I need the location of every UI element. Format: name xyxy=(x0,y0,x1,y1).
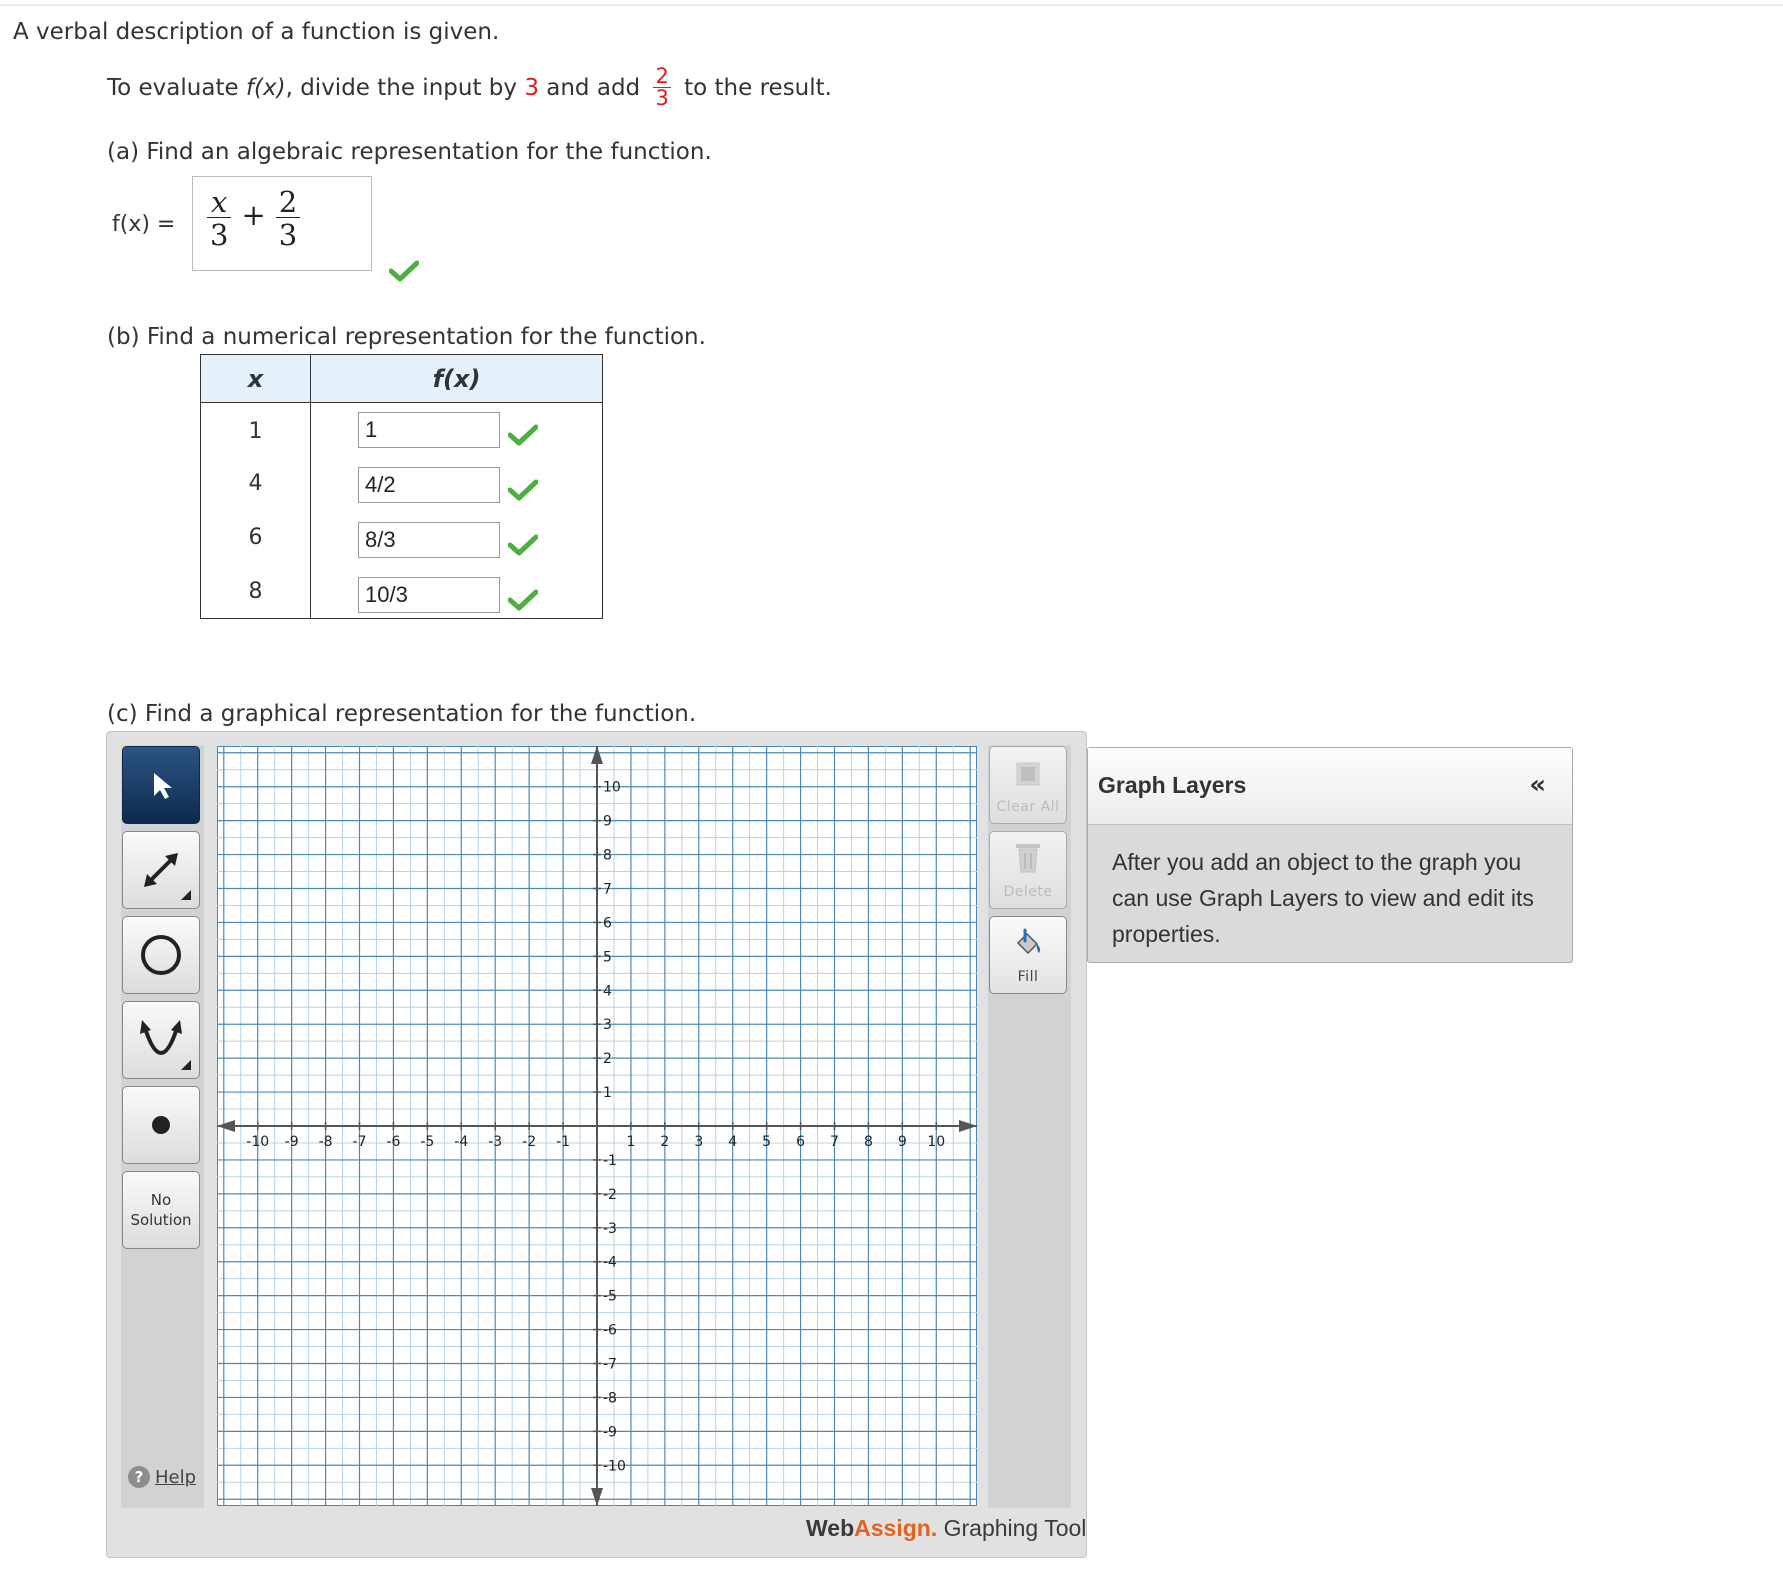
header-fx: f(x) xyxy=(311,355,603,403)
row-x-value: 1 xyxy=(201,403,311,457)
graph-layers-title: Graph Layers xyxy=(1098,772,1247,798)
answer-operator: + xyxy=(241,197,266,232)
y-tick-label: -9 xyxy=(603,1424,617,1441)
graph-layers-panel xyxy=(1087,747,1573,963)
question-intro: A verbal description of a function is given. xyxy=(13,19,500,45)
desc-divisor: 3 xyxy=(524,74,539,101)
row-x-value: 6 xyxy=(201,511,311,565)
fx-input-3[interactable]: 8/3 xyxy=(358,522,500,558)
pointer-tool-button[interactable] xyxy=(122,746,200,824)
x-tick-label: -3 xyxy=(488,1134,503,1150)
row-2-checkmark-icon xyxy=(508,479,538,501)
fill-label: Fill xyxy=(1017,969,1039,985)
desc-fx: f(x) xyxy=(245,74,286,101)
x-tick-label: -7 xyxy=(352,1134,367,1150)
y-tick-label: 10 xyxy=(603,779,621,796)
parabola-tool-button[interactable] xyxy=(122,1001,200,1079)
x-tick-label: 1 xyxy=(626,1134,636,1150)
y-tick-label: 5 xyxy=(603,949,612,966)
desc-add-fraction xyxy=(653,66,670,109)
desc-part3: and add xyxy=(538,74,648,101)
x-tick-label: 10 xyxy=(927,1134,946,1150)
double-arrow-line-icon xyxy=(131,840,191,900)
no-solution-button[interactable] xyxy=(122,1171,200,1249)
circle-icon xyxy=(137,931,185,979)
x-tick-label: 2 xyxy=(660,1134,670,1150)
row-1-checkmark-icon xyxy=(508,424,538,446)
circle-tool-button[interactable] xyxy=(122,916,200,994)
x-tick-label: -5 xyxy=(420,1134,435,1150)
fx-input-2[interactable]: 4/2 xyxy=(358,467,500,503)
desc-part4: to the result. xyxy=(676,74,832,101)
desc-part2: , divide the input by xyxy=(285,74,525,101)
desc-add-numerator: 2 xyxy=(655,64,669,88)
x-tick-label: -1 xyxy=(556,1134,571,1150)
help-icon: ? xyxy=(128,1466,150,1488)
y-tick-label: -6 xyxy=(603,1322,617,1339)
answer-term2-denominator: 3 xyxy=(278,218,298,253)
trash-icon xyxy=(1013,840,1043,874)
x-tick-label: -2 xyxy=(522,1134,537,1150)
y-tick-label: 9 xyxy=(603,813,612,830)
verbal-description xyxy=(107,66,832,109)
part-a-prompt: (a) Find an algebraic representation for the function. xyxy=(107,139,712,165)
header-x: x xyxy=(201,355,311,403)
y-tick-label: -8 xyxy=(603,1390,617,1407)
help-link[interactable] xyxy=(128,1466,196,1488)
x-tick-label: 4 xyxy=(728,1134,738,1150)
desc-part1: To evaluate xyxy=(107,74,246,101)
y-tick-label: -10 xyxy=(603,1458,626,1475)
y-tick-label: -3 xyxy=(603,1220,617,1237)
graph-canvas[interactable] xyxy=(217,746,977,1506)
answer-term1-denominator: 3 xyxy=(210,218,229,253)
row-x-value: 8 xyxy=(201,565,311,619)
y-tick-label: -2 xyxy=(603,1186,617,1203)
delete-label: Delete xyxy=(1003,884,1053,900)
x-tick-label: 6 xyxy=(796,1134,806,1150)
brand-web: Web xyxy=(806,1515,855,1541)
x-tick-label: 7 xyxy=(830,1134,839,1150)
part-b-prompt: (b) Find a numerical representation for the function. xyxy=(107,324,706,350)
brand-assign: Assign. xyxy=(854,1515,938,1541)
y-tick-label: -5 xyxy=(603,1288,617,1305)
x-tick-label: -6 xyxy=(386,1134,401,1150)
answer-term2 xyxy=(276,187,300,251)
x-tick-label: -9 xyxy=(284,1134,299,1150)
answer-term1 xyxy=(207,187,231,251)
part-a-answer-box[interactable] xyxy=(192,176,372,271)
answer-term1-numerator: x xyxy=(207,187,231,218)
point-icon xyxy=(149,1113,173,1137)
collapse-icon[interactable]: « xyxy=(1529,770,1546,800)
no-solution-label: No Solution xyxy=(130,1190,192,1229)
paint-bucket-icon xyxy=(1012,927,1044,959)
delete-button[interactable] xyxy=(989,831,1067,909)
fx-input-4[interactable]: 10/3 xyxy=(358,577,500,613)
point-tool-button[interactable] xyxy=(122,1086,200,1164)
y-tick-label: 7 xyxy=(603,881,612,898)
clear-all-label: Clear All xyxy=(996,799,1060,815)
desc-add-denominator: 3 xyxy=(655,86,669,110)
row-4-checkmark-icon xyxy=(508,589,538,611)
brand-rest: Graphing Tool xyxy=(937,1515,1087,1541)
y-tick-label: 6 xyxy=(603,915,612,932)
top-divider xyxy=(0,4,1783,6)
y-tick-label: 8 xyxy=(603,847,612,864)
fill-button[interactable] xyxy=(989,916,1067,994)
x-tick-label: -4 xyxy=(454,1134,469,1150)
x-tick-label: -8 xyxy=(318,1134,333,1150)
clear-all-button[interactable] xyxy=(989,746,1067,824)
row-3-checkmark-icon xyxy=(508,534,538,556)
clear-all-icon xyxy=(1015,761,1041,787)
y-tick-label: 2 xyxy=(603,1051,612,1068)
y-tick-label: -7 xyxy=(603,1356,617,1373)
x-tick-label: 3 xyxy=(694,1134,704,1150)
parabola-icon xyxy=(131,1010,191,1070)
help-label: Help xyxy=(155,1466,197,1488)
y-tick-label: -1 xyxy=(603,1152,617,1169)
arrow-cursor-icon xyxy=(146,768,176,802)
part-a-answer-expression xyxy=(207,187,300,251)
graph-layers-header xyxy=(1088,748,1572,825)
x-tick-label: 8 xyxy=(863,1134,873,1150)
y-tick-label: -4 xyxy=(603,1254,617,1271)
y-tick-label: 1 xyxy=(603,1085,612,1102)
row-x-value: 4 xyxy=(201,457,311,511)
x-tick-label: -10 xyxy=(246,1134,270,1150)
y-tick-label: 4 xyxy=(603,983,612,1000)
y-tick-label: 3 xyxy=(603,1017,612,1034)
x-tick-label: 9 xyxy=(897,1134,907,1150)
answer-term2-numerator: 2 xyxy=(276,187,300,218)
table-header-row xyxy=(201,355,603,403)
graph-layers-description: After you add an object to the graph you can use Graph Layers to view and edit its properties. xyxy=(1112,849,1534,947)
webassign-branding xyxy=(806,1515,1086,1542)
x-tick-label: 5 xyxy=(762,1134,772,1150)
line-tool-button[interactable] xyxy=(122,831,200,909)
part-a-label: f(x) = xyxy=(112,212,176,237)
part-a-checkmark-icon xyxy=(389,260,419,282)
part-c-prompt: (c) Find a graphical representation for the function. xyxy=(107,701,697,727)
fx-input-1[interactable]: 1 xyxy=(358,412,500,448)
